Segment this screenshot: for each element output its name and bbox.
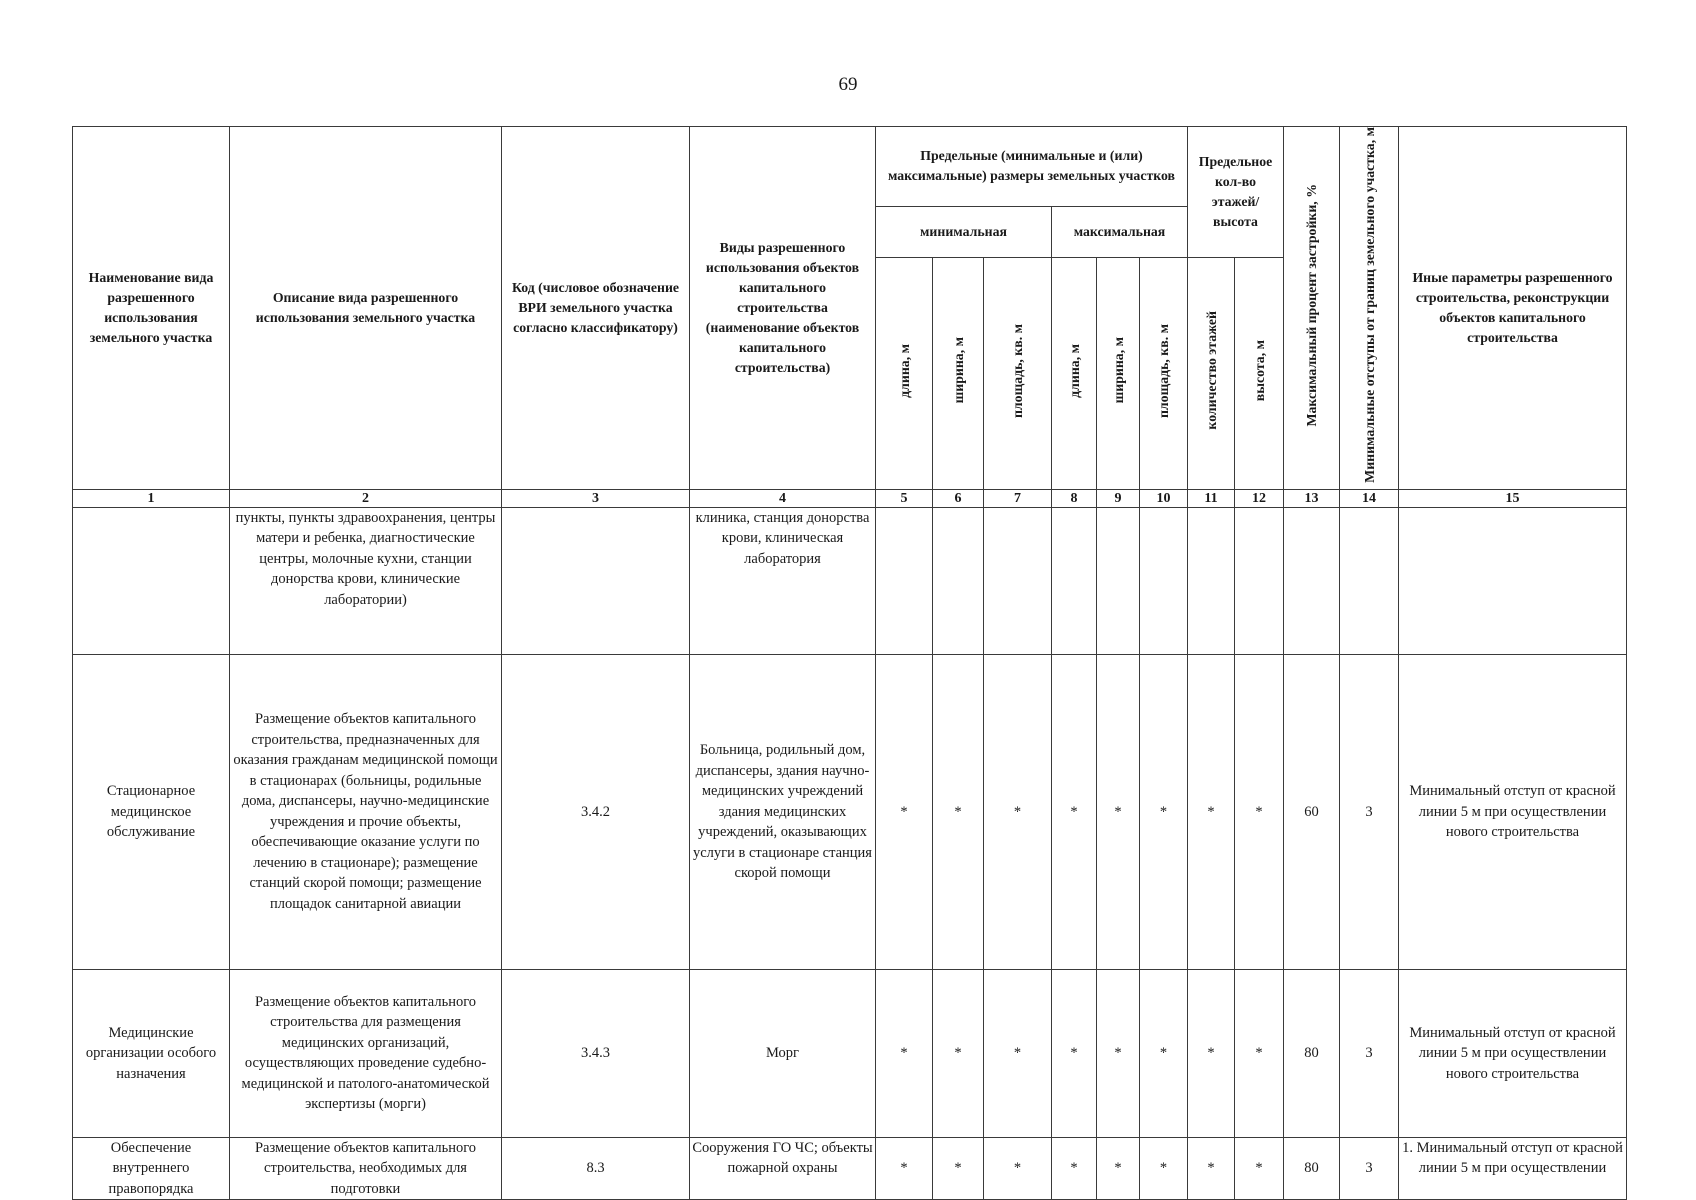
header-max-area-label: площадь, кв. м — [1156, 323, 1171, 418]
row-other-params — [1399, 1137, 1627, 1199]
row-param: * — [1140, 969, 1188, 1137]
header-max-length — [1052, 258, 1097, 489]
header-max-area — [1140, 258, 1188, 489]
header-height — [1235, 258, 1284, 489]
row-other-params-text: 1. Минимальный отступ от красной линии 5 м при осуществлении — [1402, 1139, 1623, 1177]
column-number: 8 — [1052, 489, 1097, 507]
zoning-regulations-table — [72, 126, 1627, 1200]
header-min-length-label: длина, м — [896, 343, 912, 398]
row-name — [73, 507, 230, 654]
column-number: 15 — [1399, 489, 1627, 507]
column-number: 6 — [933, 489, 984, 507]
header-floors-height: Предельное кол-во этажей/ высота — [1188, 127, 1284, 258]
row-description-text: Размещение объектов капитального строительства, необходимых для подготовки — [254, 1139, 477, 1197]
header-min-offset-label: Минимальные отступы от границ земельного участка, м — [1361, 127, 1377, 483]
row-description: Размещение объектов капитального строительства, предназначенных для оказания гражданам медицинской помощи в стационарах (больницы, родильные дома, диспансеры, научно-медицинские учреждения и прочие объекты, обеспечивающие оказание услуги по лечению в стационаре); размещение станций скорой помощи; размещение площадок санитарной авиации — [230, 654, 502, 969]
row-other-params: Минимальный отступ от красной линии 5 м при осуществлении нового строительства — [1399, 654, 1627, 969]
row-param — [1140, 507, 1188, 654]
row-param: * — [1052, 654, 1097, 969]
header-min-length — [876, 258, 933, 489]
column-number: 12 — [1235, 489, 1284, 507]
row-param: * — [1235, 969, 1284, 1137]
header-plot-sizes: Предельные (минимальные и (или) максимальные) размеры земельных участков — [876, 127, 1188, 207]
row-param: * — [933, 969, 984, 1137]
row-param — [1052, 507, 1097, 654]
header-max-percent-label: Максимальный процент застройки, % — [1304, 183, 1320, 427]
header-min-area-label: площадь, кв. м — [1010, 323, 1025, 418]
row-objects: Морг — [690, 969, 876, 1137]
header-other-params: Иные параметры разрешенного строительства, реконструкции объектов капитального строительства — [1399, 127, 1627, 490]
row-param — [876, 507, 933, 654]
row-other-params — [1399, 507, 1627, 654]
header-max-percent — [1284, 127, 1340, 490]
row-objects-text: Сооружения ГО ЧС; объекты пожарной охраны — [692, 1139, 873, 1177]
row-max-percent: 80 — [1284, 1137, 1340, 1199]
header-code: Код (числовое обозначение ВРИ земельного участка согласно классификатору) — [502, 127, 690, 490]
header-floor-count — [1188, 258, 1235, 489]
row-name-text: Обеспечение внутреннего правопорядка — [108, 1139, 194, 1197]
header-max-width-label: ширина, м — [1110, 337, 1126, 404]
column-number: 3 — [502, 489, 690, 507]
header-row-1 — [73, 127, 1627, 207]
header-floor-count-label: количество этажей — [1203, 311, 1219, 430]
row-name: Стационарное медицинское обслуживание — [73, 654, 230, 969]
row-max-percent: 80 — [1284, 969, 1340, 1137]
row-min-offset — [1340, 507, 1399, 654]
row-name: Медицинские организации особого назначения — [73, 969, 230, 1137]
header-description: Описание вида разрешенного использования земельного участка — [230, 127, 502, 490]
row-param: * — [984, 1137, 1052, 1199]
column-number: 1 — [73, 489, 230, 507]
row-param: * — [1188, 1137, 1235, 1199]
row-param: * — [1140, 654, 1188, 969]
header-minimum: минимальная — [876, 206, 1052, 258]
row-param: * — [1140, 1137, 1188, 1199]
row-param — [1188, 507, 1235, 654]
row-objects — [690, 1137, 876, 1199]
column-number: 5 — [876, 489, 933, 507]
row-description: пункты, пункты здравоохранения, центры матери и ребенка, диагностические центры, молочные кухни, станции донорства крови, клинические лаборатории) — [230, 507, 502, 654]
row-min-offset: 3 — [1340, 969, 1399, 1137]
row-code — [502, 507, 690, 654]
header-maximum: максимальная — [1052, 206, 1188, 258]
row-param: * — [1188, 969, 1235, 1137]
row-min-offset: 3 — [1340, 1137, 1399, 1199]
row-description — [230, 1137, 502, 1199]
header-objects: Виды разрешенного использования объектов капитального строительства (наименование объектов капитального строительства) — [690, 127, 876, 490]
row-param: * — [1188, 654, 1235, 969]
column-number: 14 — [1340, 489, 1399, 507]
row-code: 3.4.3 — [502, 969, 690, 1137]
row-code: 8.3 — [502, 1137, 690, 1199]
row-param: * — [1097, 969, 1140, 1137]
header-min-width — [933, 258, 984, 489]
row-objects: Больница, родильный дом, диспансеры, здания научно-медицинских учреждений здания медицинских учреждений, оказывающих услуги в стационаре станция скорой помощи — [690, 654, 876, 969]
row-max-percent — [1284, 507, 1340, 654]
column-number: 7 — [984, 489, 1052, 507]
header-max-width — [1097, 258, 1140, 489]
row-param: * — [1235, 1137, 1284, 1199]
row-param: * — [1052, 969, 1097, 1137]
table-row — [73, 507, 1627, 654]
row-param — [933, 507, 984, 654]
column-number-row — [73, 489, 1627, 507]
row-param: * — [984, 654, 1052, 969]
table-row — [73, 969, 1627, 1137]
row-param: * — [984, 969, 1052, 1137]
row-param: * — [1052, 1137, 1097, 1199]
row-param: * — [933, 654, 984, 969]
row-param: * — [1097, 1137, 1140, 1199]
page-number: 69 — [838, 74, 858, 95]
column-number: 2 — [230, 489, 502, 507]
row-param: * — [1097, 654, 1140, 969]
header-max-length-label: длина, м — [1066, 343, 1082, 398]
header-min-width-label: ширина, м — [950, 337, 966, 404]
column-number: 11 — [1188, 489, 1235, 507]
row-objects: клиника, станция донорства крови, клиническая лаборатория — [690, 507, 876, 654]
row-param: * — [933, 1137, 984, 1199]
row-min-offset: 3 — [1340, 654, 1399, 969]
row-name — [73, 1137, 230, 1199]
row-param — [1097, 507, 1140, 654]
column-number: 4 — [690, 489, 876, 507]
row-other-params: Минимальный отступ от красной линии 5 м при осуществлении нового строительства — [1399, 969, 1627, 1137]
header-min-area — [984, 258, 1052, 489]
row-param: * — [876, 654, 933, 969]
row-param: * — [1235, 654, 1284, 969]
table-row — [73, 654, 1627, 969]
header-height-label: высота, м — [1251, 340, 1267, 402]
column-number: 13 — [1284, 489, 1340, 507]
column-number: 10 — [1140, 489, 1188, 507]
header-min-offset — [1340, 127, 1399, 490]
row-description: Размещение объектов капитального строительства для размещения медицинских организаций, осуществляющих проведение судебно-медицинской и патолого-анатомической экспертизы (морги) — [230, 969, 502, 1137]
row-param — [1235, 507, 1284, 654]
column-number: 9 — [1097, 489, 1140, 507]
row-param: * — [876, 969, 933, 1137]
row-param — [984, 507, 1052, 654]
row-param: * — [876, 1137, 933, 1199]
row-max-percent: 60 — [1284, 654, 1340, 969]
table-row — [73, 1137, 1627, 1199]
row-code: 3.4.2 — [502, 654, 690, 969]
header-name: Наименование вида разрешенного использования земельного участка — [73, 127, 230, 490]
